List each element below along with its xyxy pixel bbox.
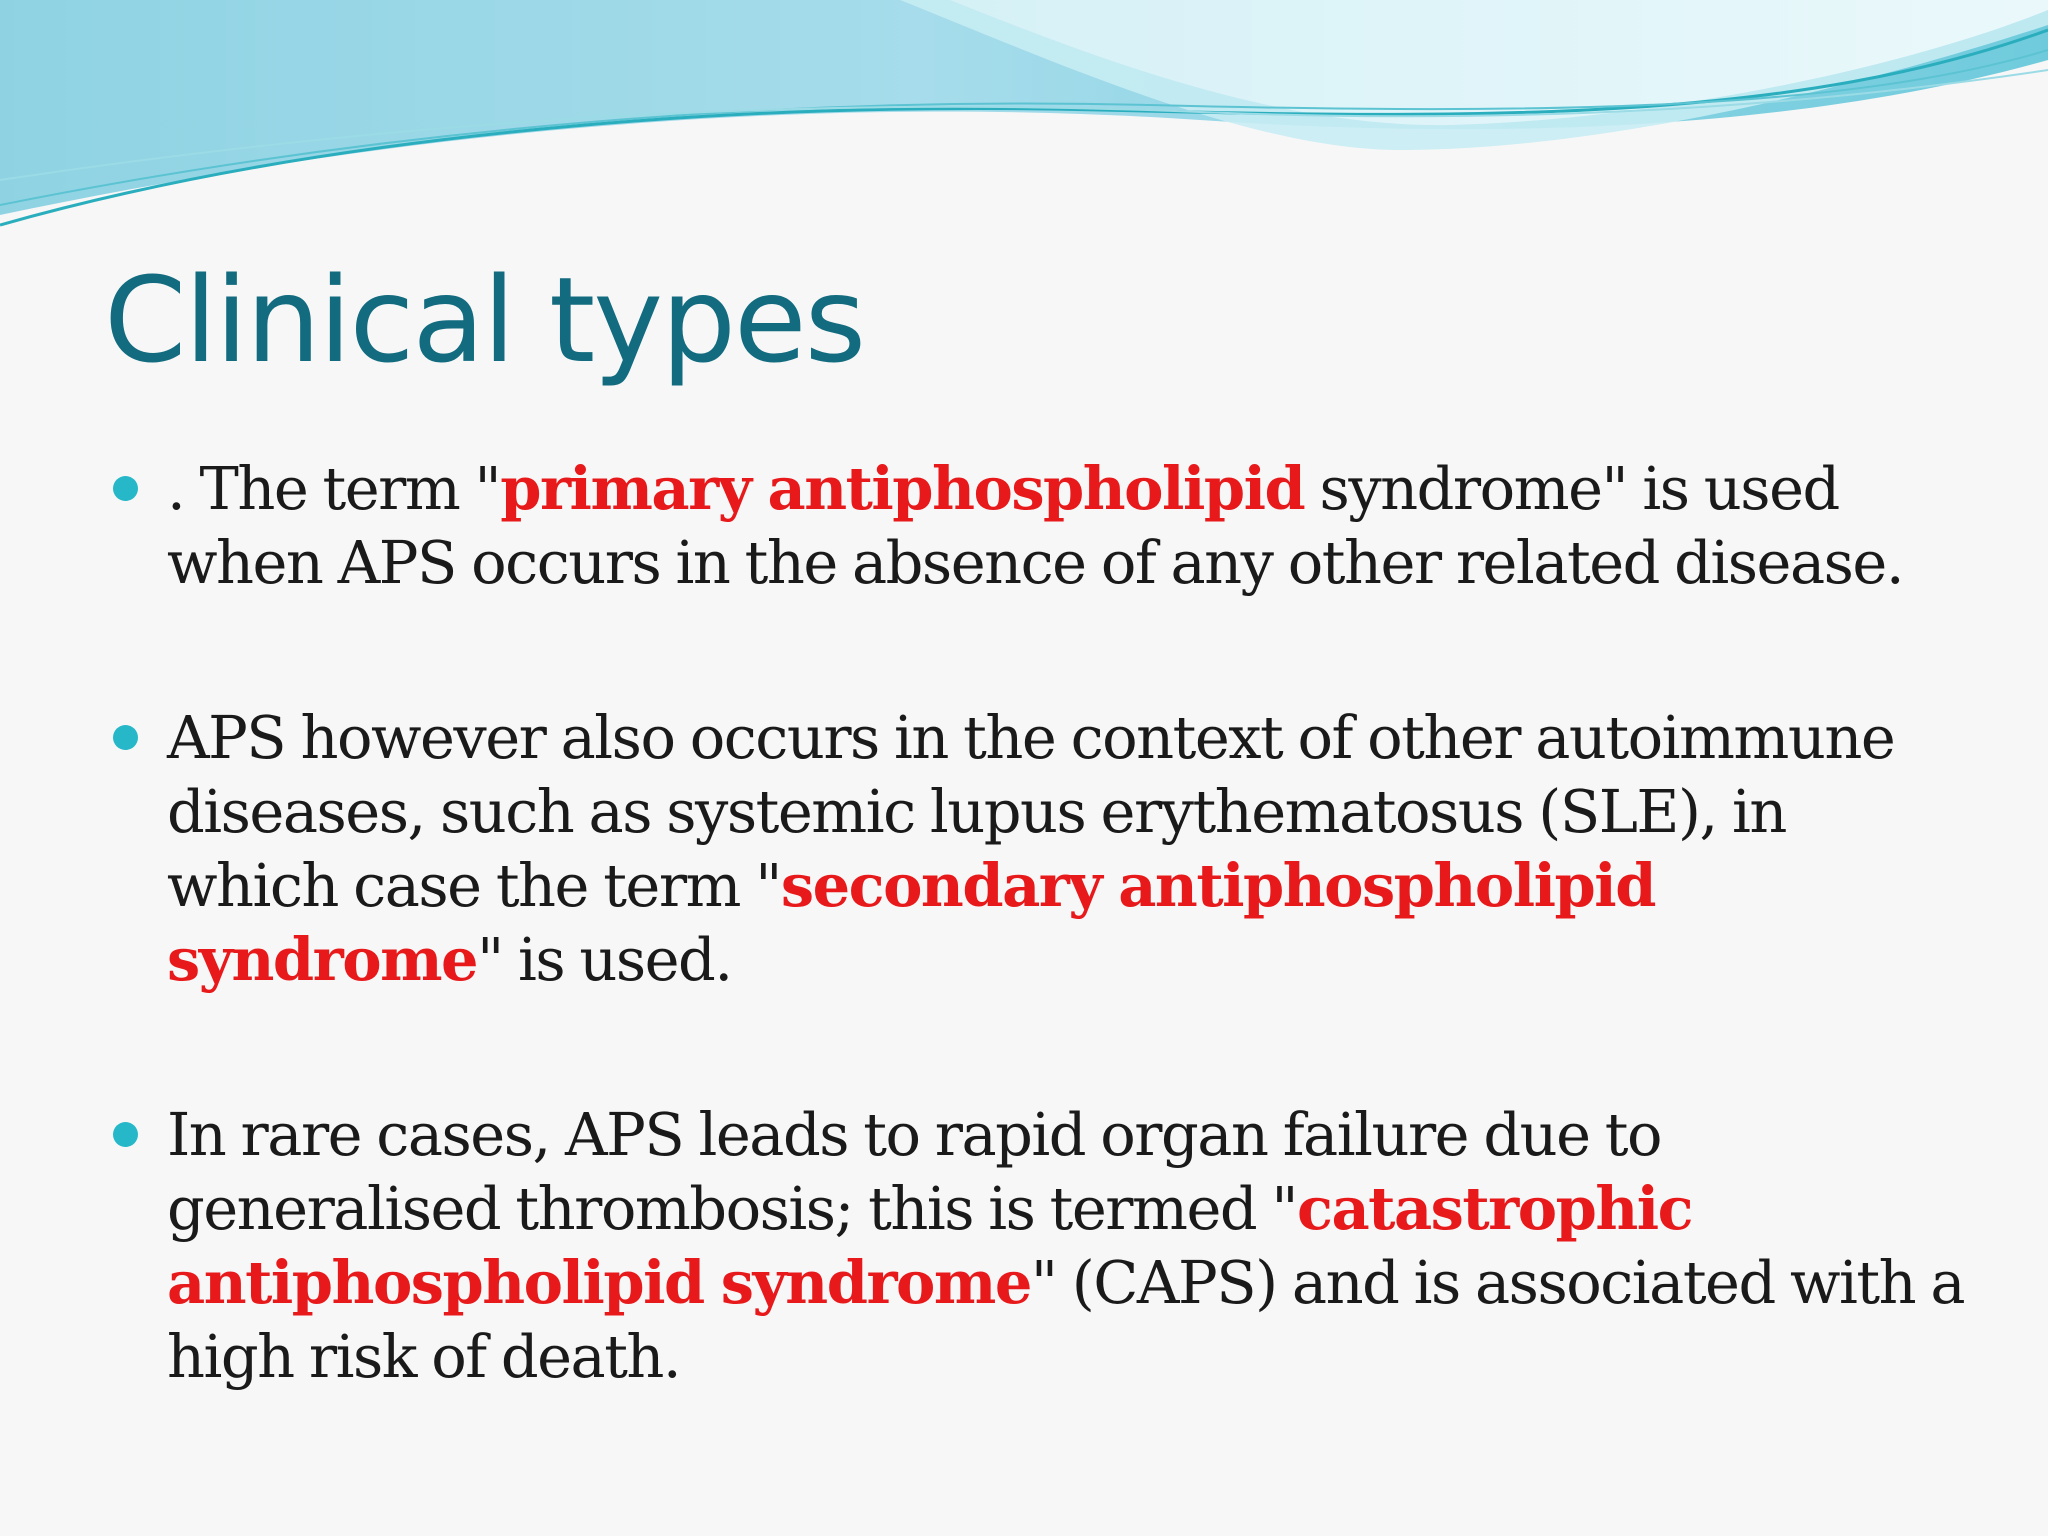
- bullet-dot-icon: [113, 725, 138, 750]
- bullet-text: " (CAPS) and is associated with a high risk of death.: [167, 1248, 1965, 1391]
- highlight-primary-antiphospholipid: primary antiphospholipid: [500, 454, 1305, 523]
- bullet-dot-icon: [113, 1122, 138, 1147]
- bullet-item-primary: [110, 452, 1970, 600]
- highlight-secondary-aps: secondary antiphospholipid syndrome: [167, 851, 1655, 994]
- bullet-text: APS however also occurs in the context of other autoimmune diseases, such as systemic lupus erythematosus (SLE), in which case the term ": [167, 703, 1895, 920]
- bullet-text: . The term ": [167, 454, 501, 523]
- bullet-list: [110, 452, 1970, 1394]
- header-wave-decoration: [0, 0, 2048, 240]
- bullet-text: In rare cases, APS leads to rapid organ failure due to generalised thrombosis; this is termed ": [167, 1100, 1661, 1243]
- bullet-item-secondary: [110, 701, 1970, 997]
- bullet-dot-icon: [113, 476, 138, 501]
- bullet-item-catastrophic: [110, 1098, 1970, 1394]
- bullet-text: " is used.: [477, 925, 732, 994]
- slide-title: Clinical types: [104, 251, 865, 389]
- bullet-text: syndrome" is used when APS occurs in the absence of any other related disease.: [167, 454, 1904, 597]
- highlight-catastrophic-aps: catastrophic antiphospholipid syndrome: [167, 1174, 1693, 1317]
